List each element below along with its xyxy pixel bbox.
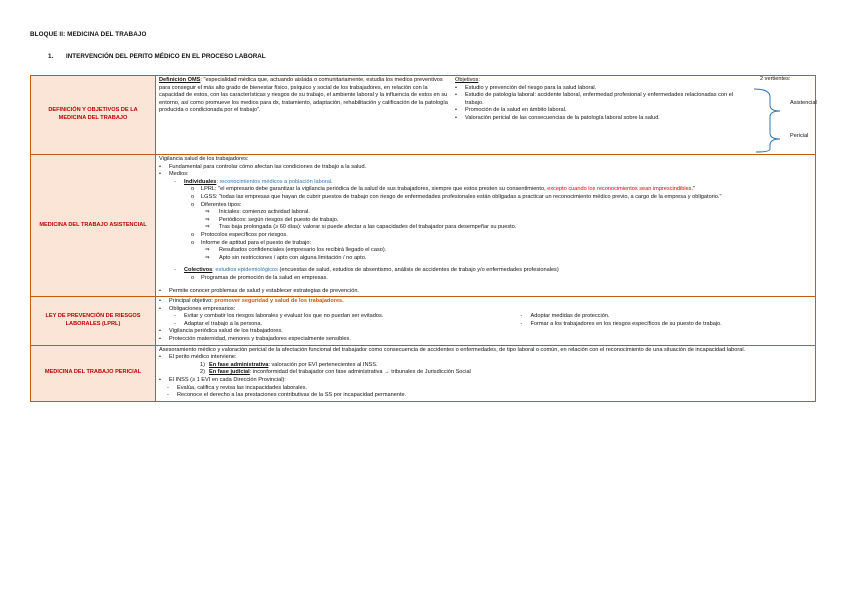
list-item: ⇒ Iniciales: comienzo actividad laboral.: [205, 209, 310, 216]
list-item: - Adoptar medidas de protección.: [520, 313, 610, 320]
list-item: 2) En fase judicial: inconformidad del trabajador con fase administrativa → tribunales de Jurisdicción Social: [200, 369, 471, 376]
list-item: o Diferentes tipos:: [191, 201, 242, 208]
row-content: [156, 76, 816, 155]
list-item: ⇒ Apto sin restricciones / apto con alguna limitación / no apto.: [205, 254, 367, 261]
list-item: - Reconoce el derecho a las prestaciones contributivas de la SS por incapacidad permanente.: [167, 392, 407, 399]
list-item: - Adaptar el trabajo a la persona.: [174, 320, 263, 327]
list-item: ⇒ Periódicos: según riesgos del puesto de trabajo.: [205, 216, 339, 223]
row-label: MEDICINA DEL TRABAJO PERICIAL: [31, 345, 156, 401]
definition-text: : "especialidad médica que, actuando aislada o comunitariamente, estudia los medios preventivos para conseguir el más alto grado de bienestar físico, psíquico y social de los trabajadores, en relación con la capacidad de estos, con las características y riesgos de su trabajo, el ambiente laboral y la influencia de estos en su entorno, así como promueve los medios para dx, tratamiento, adaptación, rehabilitación y calificación de la patología producida o condicionada por el trabajo".: [159, 77, 448, 114]
definition-block: [159, 77, 455, 123]
vertiente-pericial: Pericial: [790, 133, 809, 139]
list-item: o Programas de promoción de la salud en empresas.: [191, 274, 328, 281]
list-item: • Valoración pericial de las consecuencias de la patología laboral sobre la salud.: [455, 114, 660, 121]
list-item: • Fundamental para controlar cómo afectan las condiciones de trabajo a la salud.: [159, 163, 367, 170]
section-title: INTERVENCIÓN DEL PERITO MÉDICO EN EL PROCESO LABORAL: [66, 53, 266, 60]
brace-icon: [752, 83, 792, 153]
list-item: 1) En fase administrativa: valoración por EVI pertenecientes al INSS.: [200, 361, 378, 368]
list-item: • Principal objetivo: promover seguridad y salud de los trabajadores.: [159, 298, 344, 305]
list-item: - Evalúa, califica y revisa las incapacidades laborales.: [167, 384, 307, 391]
row-label: MEDICINA DEL TRABAJO ASISTENCIAL: [31, 155, 156, 297]
list-item: • Promoción de la salud en ámbito laboral.: [455, 107, 567, 114]
vertientes-block: [752, 76, 817, 139]
list-item: • Vigilancia periódica salud de los trabajadores.: [159, 328, 283, 335]
row-content: [156, 155, 816, 297]
objectives-colon: :: [478, 77, 480, 83]
list-item: • Permite conocer problemas de salud y establecer estrategias de prevención.: [159, 287, 359, 294]
list-item: - Colectivos: estudios epidemiológicos (encuestas de salud, estudios de absentismo, análisis de accidentes de trabajo y/o enfermedades profesionales): [174, 267, 559, 274]
list-item: - Formar a los trabajadores en los riesgos específicos de su puesto de trabajo.: [520, 320, 722, 327]
row-lprl: [31, 297, 816, 346]
content-table: [30, 75, 816, 402]
list-item: ⇒ Resultados confidenciales (empresario los recibirá llegado el caso).: [205, 247, 387, 254]
list-item: o Informe de aptitud para el puesto de trabajo:: [191, 239, 312, 246]
list-item: • El perito médico interviene:: [159, 354, 237, 361]
list-item: o LGSS: "todas las empresas que hayan de cubrir puestos de trabajo con riesgo de enfermedades profesionales están obligadas a practicar un reconocimiento médico previo, a cargo de la empresa y obligatorio.": [191, 193, 722, 200]
list-item: - Evitar y combatir los riesgos laborales y evaluar los que no puedan ser evitados.: [174, 313, 384, 320]
list-item: • Estudio de patología laboral: accidente laboral, enfermedad profesional y enfermedades relacionadas con el trabajo.: [455, 92, 734, 106]
row-pericial: [31, 345, 816, 401]
vertiente-asistencial: Asistencial: [790, 100, 817, 106]
row-asistencial: [31, 155, 816, 297]
row-content: [156, 345, 816, 401]
list-item: - Individuales: reconocimientos médicos a población laboral.: [174, 178, 333, 185]
section-heading: [48, 53, 266, 60]
intro-text: Asesoramiento médico y valoración pericial de la afectación funcional del trabajador como consecuencia de accidentes o enfermedades, de tipo laboral o común, en relación con el reconocimiento de una situación de incapacidad laboral.: [159, 346, 746, 353]
objectives-title: Objetivos: [455, 77, 479, 83]
block-title: BLOQUE II: MEDICINA DEL TRABAJO: [30, 31, 147, 38]
list-item: o LPRL: "el empresario debe garantizar la vigilancia periódica de la salud de sus trabajadores, siempre que estos presten su consentimiento, excepto cuando los reconocimientos sean imprescindibles.": [191, 186, 696, 193]
list-item: • Obligaciones empresarios:: [159, 305, 236, 312]
row-label: LEY DE PREVENCIÓN DE RIESGOS LABORALES (LPRL): [31, 297, 156, 346]
list-item: • El INSS (≥ 1 EVI en cada Dirección Provincial):: [159, 377, 286, 384]
list-item: • Protección maternidad, menores y trabajadores especialmente sensibles.: [159, 336, 351, 343]
intro-text: Vigilancia salud de los trabajadores:: [159, 156, 249, 162]
section-number: 1.: [48, 53, 54, 60]
list-item: • Estudio y prevención del riesgo para la salud laboral.: [455, 84, 597, 91]
row-definicion: [31, 76, 816, 155]
list-item: • Medios:: [159, 171, 189, 178]
row-content: [156, 297, 816, 346]
objectives-block: [455, 77, 752, 123]
list-item: ⇒ Tras baja prolongada (≥ 60 días): valorar si puede afectar a las capacidades del trabajador para desempeñar su puesto.: [205, 224, 517, 231]
vertientes-title: 2 vertientes:: [760, 76, 791, 82]
definition-title: Definición OMS: [159, 77, 201, 83]
list-item: o Protocolos específicos por riesgos.: [191, 231, 288, 238]
row-label: DEFINICIÓN Y OBJETIVOS DE LA MEDICINA DEL TRABAJO: [31, 76, 156, 155]
